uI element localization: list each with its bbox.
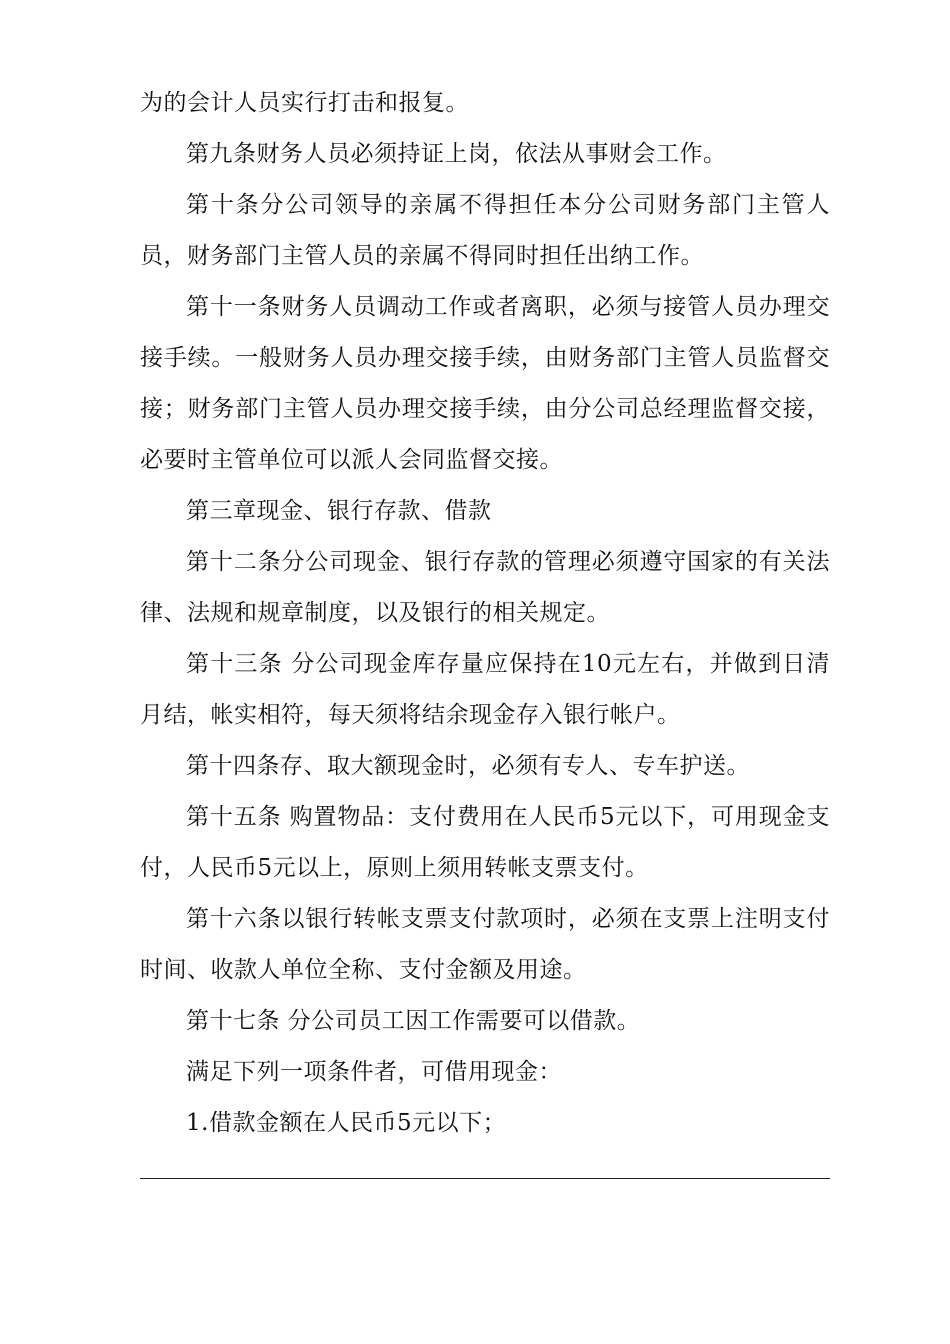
paragraph-article-10: 第十条分公司领导的亲属不得担任本分公司财务部门主管人员，财务部门主管人员的亲属不得同时担任出纳工作。 <box>140 192 830 269</box>
paragraph-article-15: 第十五条 购置物品：支付费用在人民币5元以下，可用现金支付，人民币5元以上，原则上须用转帐支票支付。 <box>140 804 830 881</box>
paragraph-article-16: 第十六条以银行转帐支票支付款项时，必须在支票上注明支付时间、收款人单位全称、支付金额及用途。 <box>140 906 830 983</box>
paragraph-article-9: 第九条财务人员必须持证上岗，依法从事财会工作。 <box>186 141 727 167</box>
paragraph-continuation: 为的会计人员实行打击和报复。 <box>140 90 469 116</box>
footer-divider <box>140 1178 830 1179</box>
document-body <box>140 78 830 1149</box>
paragraph-conditions-intro: 满足下列一项条件者，可借用现金： <box>186 1059 562 1085</box>
chapter-heading: 第三章现金、银行存款、借款 <box>186 498 492 524</box>
paragraph-article-14: 第十四条存、取大额现金时，必须有专人、专车护送。 <box>186 753 750 779</box>
paragraph-article-12: 第十二条分公司现金、银行存款的管理必须遵守国家的有关法律、法规和规章制度，以及银行的相关规定。 <box>140 549 830 626</box>
paragraph-article-11: 第十一条财务人员调动工作或者离职，必须与接管人员办理交接手续。一般财务人员办理交接手续，由财务部门主管人员监督交接；财务部门主管人员办理交接手续，由分公司总经理监督交接，必要时主管单位可以派人会同监督交接。 <box>140 294 830 473</box>
list-item-condition-1: 1.借款金额在人民币5元以下； <box>186 1110 507 1136</box>
paragraph-article-13: 第十三条 分公司现金库存量应保持在10元左右，并做到日清月结，帐实相符，每天须将结余现金存入银行帐户。 <box>140 651 830 728</box>
paragraph-article-17: 第十七条 分公司员工因工作需要可以借款。 <box>186 1008 641 1034</box>
